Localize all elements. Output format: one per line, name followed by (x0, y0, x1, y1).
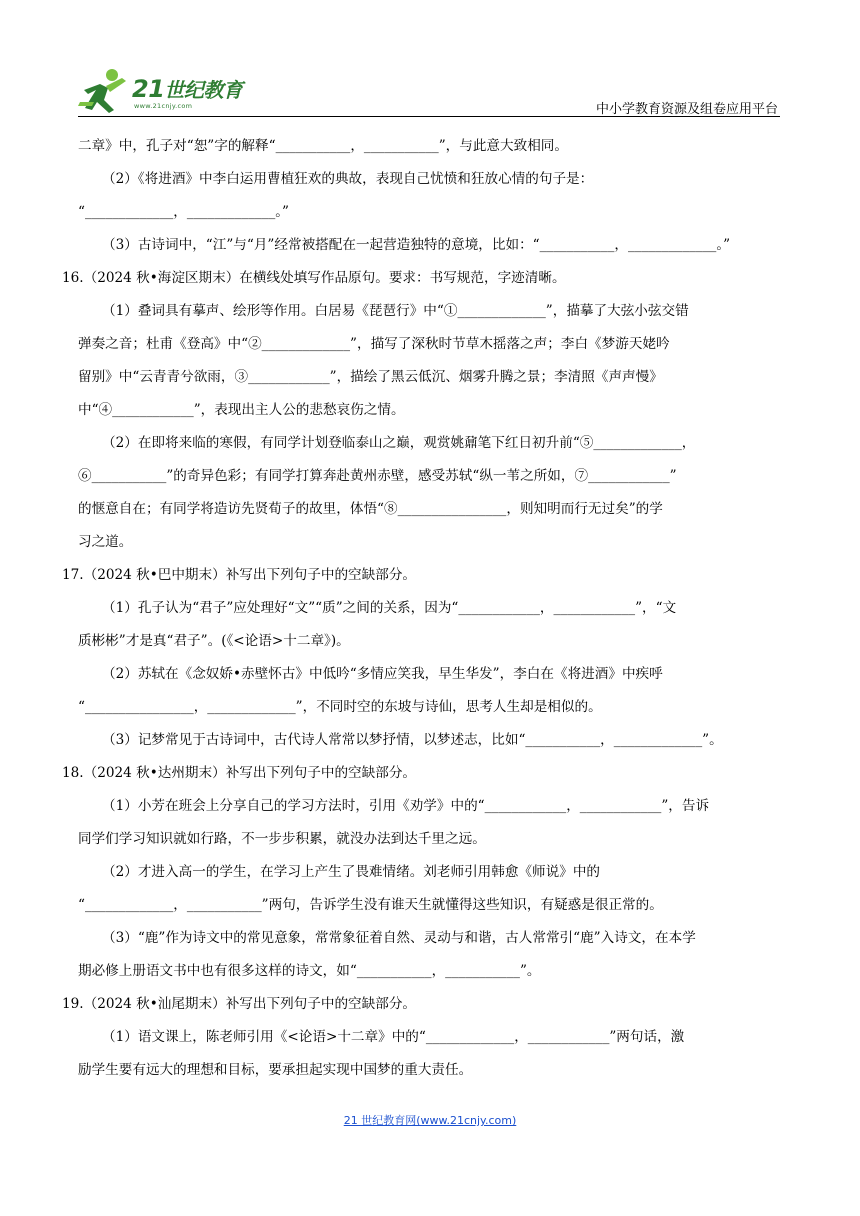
text-line: （3）“鹿”作为诗文中的常见意象，常常象征着自然、灵动与和谐，古人常常引“鹿”入诗文，在本学 (102, 930, 696, 946)
page-header (78, 66, 780, 116)
text-line: “_____________，_____________。” (78, 204, 290, 220)
text-line: （3）记梦常见于古诗词中，古代诗人常常以梦抒情，以梦述志，比如“___________，_____________”。 (102, 732, 723, 748)
text-line: “________________，_____________”，不同时空的东坡与诗仙，思考人生却是相似的。 (78, 699, 602, 715)
text-line: 18.（2024 秋•达州期末）补写出下列句子中的空缺部分。 (62, 765, 417, 781)
text-line: （1）小芳在班会上分享自己的学习方法时，引用《劝学》中的“____________，____________”，告诉 (102, 798, 710, 814)
text-line: 17.（2024 秋•巴中期末）补写出下列句子中的空缺部分。 (62, 567, 417, 583)
logo-url: www.21cnjy.com (134, 102, 193, 110)
text-line: （1）语文课上，陈老师引用《<论语>十二章》中的“_____________，____________”两句话，激 (102, 1029, 685, 1045)
logo-chinese: 世纪教育 (164, 78, 243, 102)
text-line: 习之道。 (78, 534, 133, 550)
text-line: （1）孔子认为“君子”应处理好“文”“质”之间的关系，因为“____________，____________”，“文 (102, 600, 677, 616)
text-line: （2）苏轼在《念奴娇•赤壁怀古》中低吟“多情应笑我，早生华发”，李白在《将进酒》中疾呼 (102, 666, 663, 682)
text-line: （2）《将进酒》中李白运用曹植狂欢的典故，表现自己忧愤和狂放心情的句子是： (102, 171, 594, 187)
text-line: 质彬彬”才是真“君子”。(《<论语>十二章》)。 (78, 633, 350, 649)
text-line: “_____________，___________”两句，告诉学生没有谁天生就懂得这些知识，有疑惑是很正常的。 (78, 897, 663, 913)
text-line: 同学们学习知识就如行路，不一步步积累，就没办法到达千里之远。 (78, 831, 486, 847)
text-line: 期必修上册语文书中也有很多这样的诗文，如“___________，___________”。 (78, 963, 541, 979)
text-line: （2）在即将来临的寒假，有同学计划登临泰山之巅，观赏姚鼐笔下红日初升前“⑤_____________， (102, 435, 696, 451)
runner-icon (78, 66, 132, 116)
logo-number: 21 (132, 75, 165, 103)
text-line: （2）才进入高一的学生，在学习上产生了畏难情绪。刘老师引用韩愈《师说》中的 (102, 864, 601, 880)
text-line: 励学生要有远大的理想和目标，要承担起实现中国梦的重大责任。 (78, 1062, 473, 1078)
text-line: 19.（2024 秋•汕尾期末）补写出下列句子中的空缺部分。 (62, 996, 417, 1012)
text-line: 的惬意自在；有同学将造访先贤荀子的故里，体悟“⑧________________，则知明而行无过矣”的学 (78, 501, 663, 517)
footer-link[interactable]: 21 世纪教育网(www.21cnjy.com) (343, 1114, 517, 1127)
text-line: 弹奏之音；杜甫《登高》中“②_____________”，描写了深秋时节草木摇落之声；李白《梦游天姥吟 (78, 336, 670, 352)
text-line: （3）古诗词中，“江”与“月”经常被搭配在一起营造独特的意境，比如：“___________，_____________。” (102, 237, 731, 253)
platform-title: 中小学教育资源及组卷应用平台 (595, 102, 778, 117)
text-line: 中“④____________”，表现出主人公的悲愁哀伤之情。 (78, 402, 405, 418)
text-line: （1）叠词具有摹声、绘形等作用。白居易《琵琶行》中“①_____________”，描摹了大弦小弦交错 (102, 303, 689, 319)
header-divider (78, 116, 780, 117)
text-line: 留别》中“云青青兮欲雨，③____________”，描绘了黑云低沉、烟雾升腾之景；李清照《声声慢》 (78, 369, 663, 385)
logo-wordmark (132, 74, 242, 103)
text-line: ⑥___________”的奇异色彩；有同学打算奔赴黄州赤壁，感受苏轼“纵一苇之所如，⑦____________” (78, 468, 677, 484)
site-logo[interactable] (78, 66, 268, 116)
text-line: 二章》中，孔子对“恕”字的解释“___________，___________”，与此意大致相同。 (78, 138, 568, 154)
text-line: 16.（2024 秋•海淀区期末）在横线处填写作品原句。要求：书写规范，字迹清晰。 (62, 270, 566, 286)
